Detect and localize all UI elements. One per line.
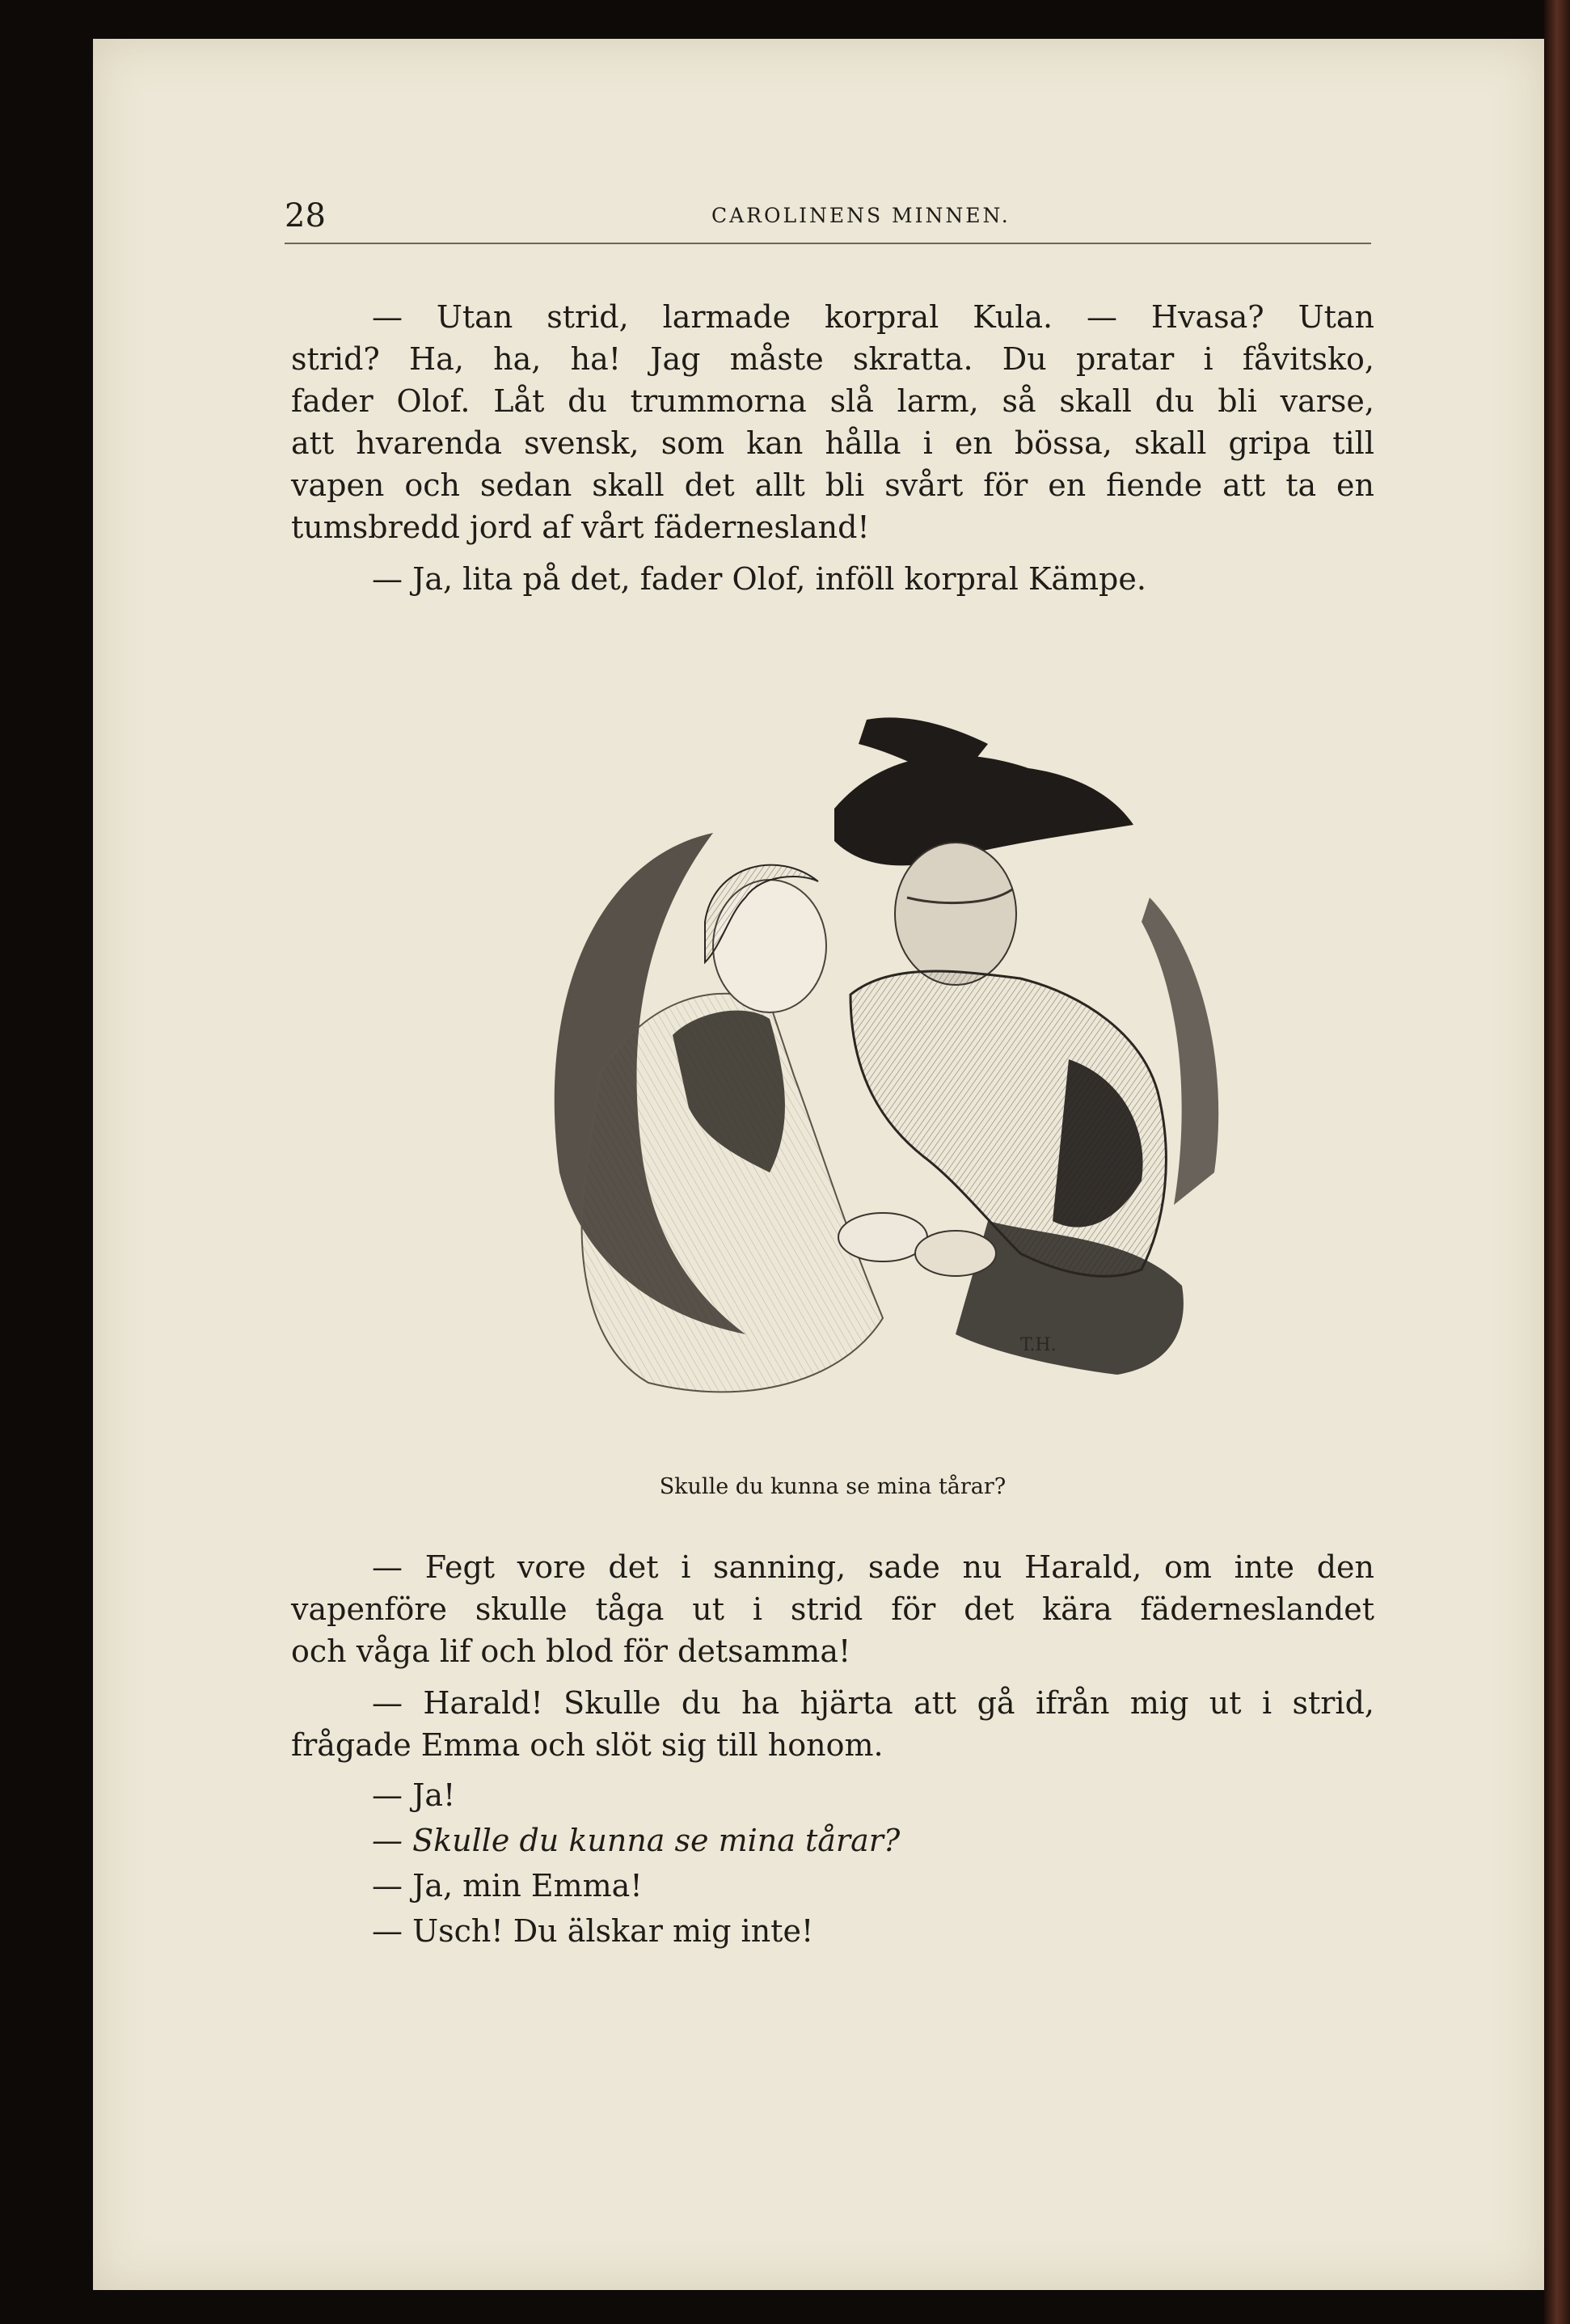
text-line: fader Olof. Låt du trummorna slå larm, så skall du bli varse,: [291, 383, 1374, 419]
illustration-couple-embracing: [503, 655, 1239, 1480]
text-line: vapenföre skulle tåga ut i strid för det kära fäderneslandet: [291, 1591, 1374, 1627]
text-line: — Harald! Skulle du ha hjärta att gå ifrån mig ut i strid,: [372, 1685, 1374, 1721]
text-line: att hvarenda svensk, som kan hålla i en bössa, skall gripa till: [291, 425, 1374, 461]
artist-signature: T.H.: [1020, 1335, 1057, 1355]
text-line: strid? Ha, ha, ha! Jag måste skratta. Du pratar i fåvitsko,: [291, 341, 1374, 377]
tricorn-hat: [834, 755, 1133, 865]
dialogue-line: — Usch! Du älskar mig inte!: [372, 1913, 814, 1949]
paragraph-2: — Ja, lita på det, fader Olof, inföll korpral Kämpe.: [372, 561, 1146, 597]
text-line: tumsbredd jord af vårt fädernesland!: [291, 509, 870, 545]
text-line: — Utan strid, larmade korpral Kula. — Hvasa? Utan: [372, 299, 1374, 335]
clasped-hands: [838, 1213, 927, 1261]
text-line: och våga lif och blod för detsamma!: [291, 1633, 851, 1669]
illustration-caption: Skulle du kunna se mina tårar?: [659, 1474, 1007, 1499]
page-number: 28: [285, 197, 326, 235]
man-head: [895, 843, 1016, 985]
paragraph-4: [291, 1682, 1374, 1766]
paragraph-3: [291, 1546, 1374, 1672]
dialogue-line: — Ja, min Emma!: [372, 1868, 643, 1904]
text-line: vapen och sedan skall det allt bli svårt för en fiende att ta en: [291, 467, 1374, 503]
dialogue-line-italic: — Skulle du kunna se mina tårar?: [372, 1823, 901, 1858]
paragraph-1: [291, 296, 1374, 548]
running-head: CAROLINENS MINNEN.: [711, 204, 1011, 227]
book-spine-edge: [1544, 0, 1570, 2324]
dialogue-line: — Ja!: [372, 1777, 456, 1813]
page-header: [285, 194, 1371, 244]
text-line: frågade Emma och slöt sig till honom.: [291, 1727, 884, 1763]
text-line: — Fegt vore det i sanning, sade nu Harald, om inte den: [372, 1549, 1374, 1585]
